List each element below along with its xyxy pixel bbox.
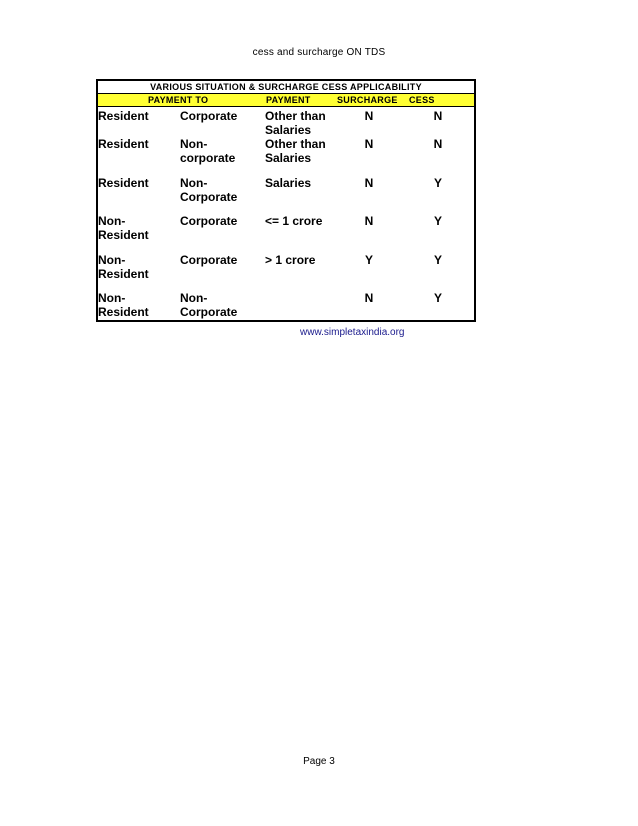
cell-payment: Other than Salaries <box>265 137 326 165</box>
cell-surcharge: N <box>364 214 374 228</box>
cell-payment: > 1 crore <box>265 253 316 267</box>
cell-cess: Y <box>433 291 442 305</box>
header-payment: PAYMENT <box>266 95 311 105</box>
cell-payment: <= 1 crore <box>265 214 323 228</box>
cell-cess: Y <box>433 176 442 190</box>
cell-status: Resident <box>98 109 149 123</box>
cell-type: Corporate <box>180 253 238 267</box>
header-cess: CESS <box>409 95 435 105</box>
cell-type: Non- Corporate <box>180 291 238 319</box>
cell-cess: Y <box>433 253 442 267</box>
cell-payment: Salaries <box>265 176 312 190</box>
cell-status: Resident <box>98 137 149 151</box>
cell-cess: N <box>433 109 443 123</box>
table-body <box>98 81 474 320</box>
column-header-row <box>98 94 474 107</box>
cell-type: Corporate <box>180 109 238 123</box>
cell-cess: Y <box>433 214 442 228</box>
header-payment-to: PAYMENT TO <box>148 95 209 105</box>
applicability-table <box>96 79 476 322</box>
cell-status: Non- Resident <box>98 253 149 281</box>
cell-surcharge: Y <box>364 253 373 267</box>
document-header-title: cess and surcharge ON TDS <box>252 47 386 58</box>
cell-status: Non- Resident <box>98 291 149 319</box>
table-title: VARIOUS SITUATION & SURCHARGE CESS APPLICABILITY <box>98 81 474 94</box>
header-surcharge: SURCHARGE <box>337 95 398 105</box>
cell-surcharge: N <box>364 176 374 190</box>
cell-cess: N <box>433 137 443 151</box>
cell-surcharge: N <box>364 109 374 123</box>
cell-status: Resident <box>98 176 149 190</box>
cell-payment: Other than Salaries <box>265 109 326 137</box>
cell-type: Non- corporate <box>180 137 236 165</box>
cell-surcharge: N <box>364 291 374 305</box>
cell-status: Non- Resident <box>98 214 149 242</box>
cell-surcharge: N <box>364 137 374 151</box>
page-number: Page 3 <box>303 756 335 767</box>
source-url: www.simpletaxindia.org <box>300 327 405 338</box>
cell-type: Non- Corporate <box>180 176 238 204</box>
cell-type: Corporate <box>180 214 238 228</box>
